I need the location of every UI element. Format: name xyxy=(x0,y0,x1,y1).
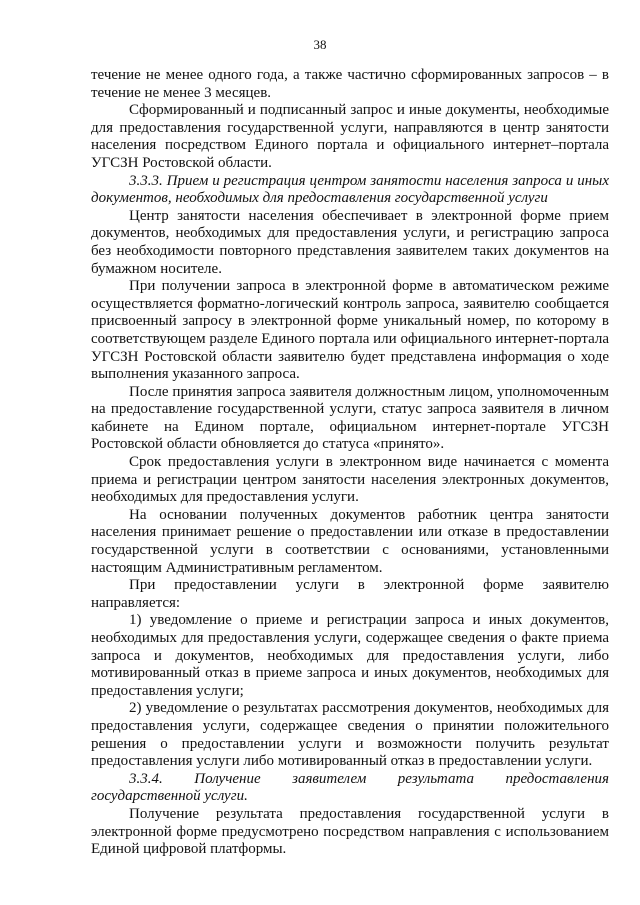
paragraph-format-control: При получении запроса в электронной форме в автоматическом режиме осуществляется форматно-логический контроль запроса, заявителю сообщается присвоенный запросу в электронной форме уникальный номер, по которому в соответствующем разделе Единого портала или официального интернет-портала УГСЗН Ростовской области заявителю будет представлена информация о ходе выполнения указанного запроса. xyxy=(91,278,609,383)
paragraph-continuation: течение не менее одного года, а также частично сформированных запросов – в течение не менее 3 месяцев. xyxy=(91,67,609,101)
section-heading-3-3-4: 3.3.4. Получение заявителем результата предоставления государственной услуги. xyxy=(91,770,609,805)
list-item-2: 2) уведомление о результатах рассмотрения документов, необходимых для предоставления услуги, содержащее сведения о принятии положительного решения о предоставлении услуги и возможности получить результат предоставления услуги либо мотивированный отказ в предоставлении услуги. xyxy=(91,700,609,770)
paragraph-request-submission: Сформированный и подписанный запрос и иные документы, необходимые для предоставления государственной услуги, направляются в центр занятости населения посредством Единого портала и официального интернет–портала УГСЗН Ростовской области. xyxy=(91,102,609,171)
page-number: 38 xyxy=(313,37,327,52)
document-body xyxy=(91,67,609,859)
paragraph-electronic-acceptance: Центр занятости населения обеспечивает в электронной форме прием документов, необходимых для предоставления услуги, и регистрацию запроса без необходимости повторного представления заявителем таких документов на бумажном носителе. xyxy=(91,207,609,277)
list-item-1: 1) уведомление о приеме и регистрации запроса и иных документов, необходимых для предоставления услуги, содержащее сведения о факте приема запроса и документов, необходимых для предоставления услуги, либо мотивированный отказ в приеме запроса и иных документов, необходимых для предоставления услуги; xyxy=(91,612,609,699)
paragraph-result-delivery: Получение результата предоставления государственной услуги в электронной форме предусмотрено посредством направления с использованием Единой цифровой платформы. xyxy=(91,805,609,858)
paragraph-status-update: После принятия запроса заявителя должностным лицом, уполномоченным на предоставление государственной услуги, статус запроса заявителя в личном кабинете на Едином портале, официальном интернет-портале УГСЗН Ростовской области обновляется до статуса «принято». xyxy=(91,383,609,453)
section-heading-3-3-3: 3.3.3. Прием и регистрация центром занятости населения запроса и иных документов, необходимых для предоставления государственной услуги xyxy=(91,172,609,207)
paragraph-service-term: Срок предоставления услуги в электронном виде начинается с момента приема и регистрации центром занятости населения электронных документов, необходимых для предоставления услуги. xyxy=(91,454,609,506)
paragraph-decision: На основании полученных документов работник центра занятости населения принимает решение о предоставлении или отказе в предоставлении государственной услуги в соответствии с основаниями, установленными настоящим Административным регламентом. xyxy=(91,506,609,576)
paragraph-notification-intro: При предоставлении услуги в электронной форме заявителю направляется: xyxy=(91,577,609,611)
